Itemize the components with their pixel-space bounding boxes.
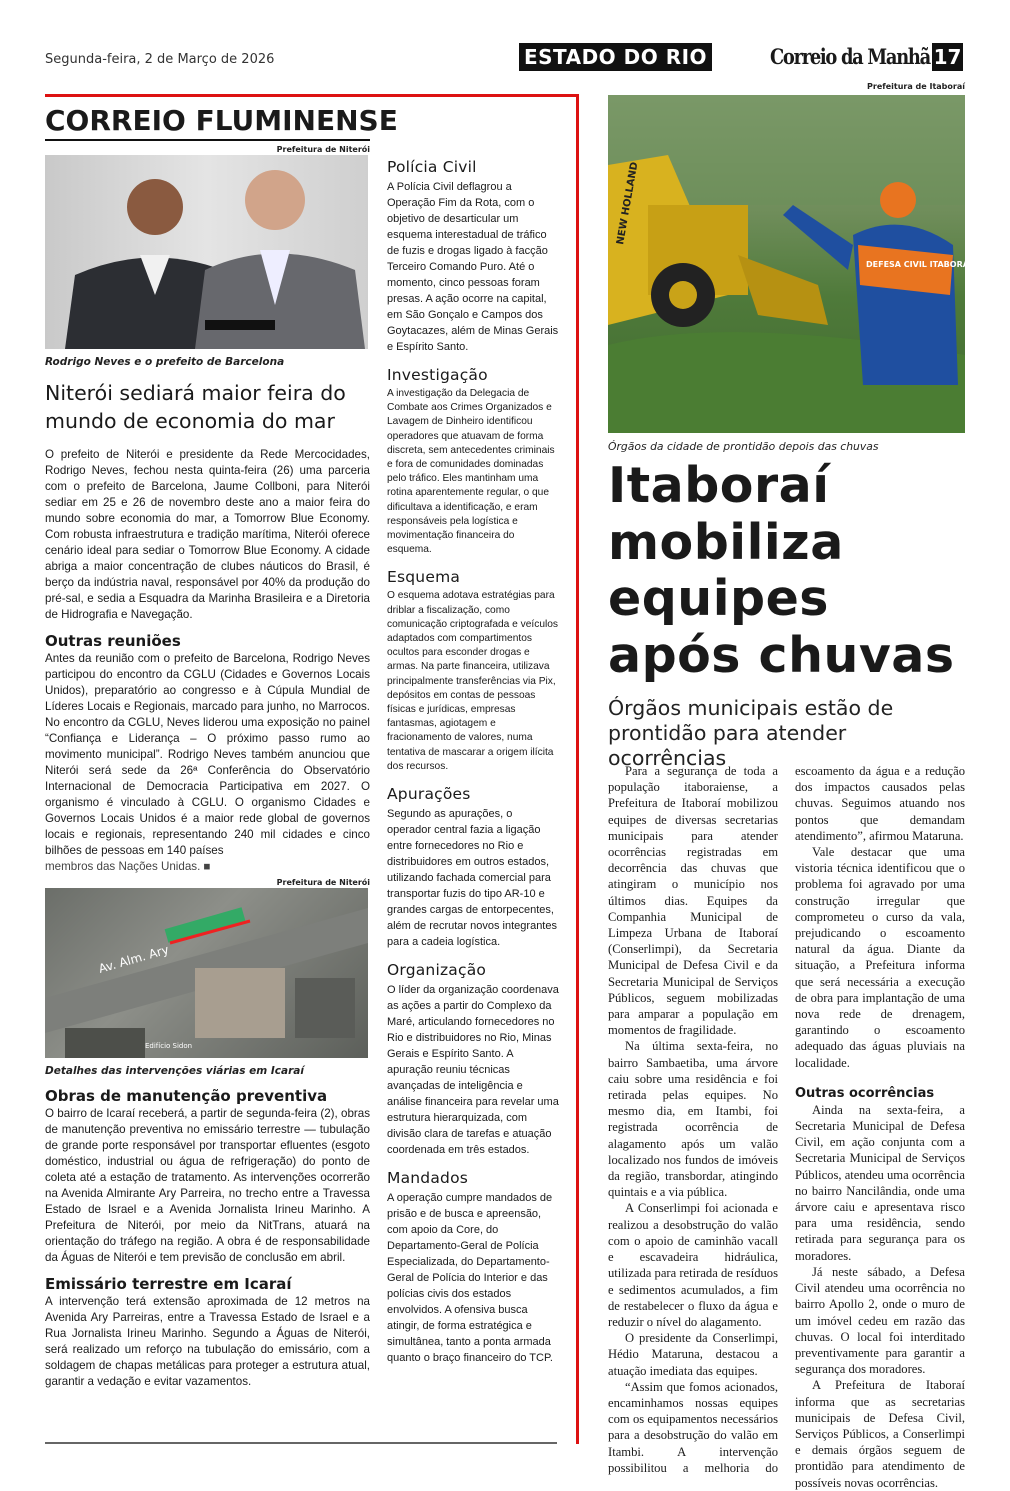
article-paragraph: A Polícia Civil deflagrou a Operação Fim da Rota, com o objetivo de desarticular um esquema interestadual de tráfico de fuzis e drogas ligado à facção Terceiro Comando Puro. Até o momento, cinco pessoas foram presas. A ação ocorre na capital, em São Gonçalo e Campos dos Goytacazes, além de Minas Gerais e Espírito Santo. [387,181,559,353]
subheading: Polícia Civil [387,158,477,176]
aerial-map-icarai [45,888,368,1058]
photo-defesa-civil [608,95,990,433]
article-paragraph: A investigação da Delegacia de Combate aos Crimes Organizados e Lavagem de Dinheiro identificou operadores que atuavam de forma discreta, sem antecedentes criminais e fora de comunidades dominadas pelo tráfico. Eles mantinham uma rotina aparentemente regular, o que dificultava a identificação, e eram responsáveis pela logística e movimentação financeira do esquema. [387,388,555,556]
overflow-text: membros das Nações Unidas. ■ [45,860,211,873]
photo-niteroi-barcelona [45,155,368,349]
map-street-label: Av. Alm. Ary [96,942,171,976]
article-paragraph: O esquema adotava estratégias para driblar a fiscalização, como comunicação criptografada e veículos adaptados com compartimentos ocultos para esconder drogas e armas. Na parte financeira, utilizava principalmente transferências via Pix, depósitos em contas de pessoas físicas e jurídicas, empresas fantasmas, agiotagem e fracionamento de valores, numa tentativa de mascarar a origem ilícita dos recursos. [387,590,559,772]
article-paragraph: A Conserlimpi foi acionada e realizou a desobstrução do valão com o apoio de caminhão vacall e escavadeira hidráulica, utilizada para retirada de resíduos e sedimentos acumulados, a fim de restabelecer o fluxo da água e reduzir o nível do alagamento. [608,1201,778,1329]
article-paragraph: A intervenção terá extensão aproximada de 12 metros na Avenida Ary Parreiras, entre a Travessa Estado de Israel e a Rua Jornalista Irineu Marinho. Segundo a Águas de Niterói, será realizado um reforço na tubulação do emissário, com a soldagem de chapas metálicas para proteger a estrutura atual, garantir a vedação e evitar vazamentos. [45,1295,370,1388]
photo-credit: Prefeitura de Itaboraí [867,82,965,91]
machine-label: NEW HOLLAND [615,161,641,246]
page-number: 17 [933,45,962,69]
subheading: Investigação [387,366,488,384]
article-paragraph: O líder da organização coordenava as ações a partir do Complexo da Maré, articulando fornecedores no Rio e distribuidores no Rio, Minas Gerais e Espírito Santo. A apuração reuniu técnicas avançadas de inteligência e análise financeira para revelar uma estrutura hierarquizada, com divisão clara de tarefas e atuação coordenada em três estados. [387,984,559,1157]
subheading: Apurações [387,785,471,804]
red-divider-vertical [576,94,579,1444]
article-paragraph: O bairro de Icaraí receberá, a partir de segunda-feira (2), obras de manutenção preventiva no emissário terrestre — tubulação de grande porte responsável por transportar efluentes (esgoto doméstico, industrial ou água de refrigeração) do ponto de coleta até a estação de tratamento. As intervenções ocorrerão na Avenida Almirante Ary Parreira, no trecho entre a Travessa Estado de Israel e a Avenida Jornalista Irineu Marinho. A Prefeitura de Niterói, por meio da NitTrans, atuará na orientação do tráfego na região. A obra é de responsabilidade da Águas de Niterói e tem previsão de conclusão em abril. [45,1107,370,1264]
issue-date: Segunda-feira, 2 de Março de 2026 [45,52,275,67]
subheading: Mandados [387,1169,469,1188]
main-subhead: Órgãos municipais estão de prontidão para atender ocorrências [608,696,894,770]
column-kicker: CORREIO FLUMINENSE [45,104,370,141]
subheading: Outras ocorrências [795,1085,935,1101]
subheading: Outras reuniões [45,632,181,650]
map-building-label: Edifício Sidon [145,1042,193,1050]
vest-label: DEFESA CIVIL ITABORAÍ - RJ [866,260,990,269]
article-paragraph: Antes da reunião com o prefeito de Barcelona, Rodrigo Neves participou do encontro da CGLU (Cidades e Governos Locais Unidos), preparatório ao congresso e à Cúpula Mundial de Líderes Locais e Regionais, marcado para junho, no Marrocos. No encontro da CGLU, Neves liderou uma exposição no painel “Confiança e Liderança – O próximo passo rumo ao movimento municipal”. Rodrigo Neves também anunciou que Niterói será sede da 26ª Conferência do Observatório Internacional de Democracia Participativa em 2027. O organismo é vinculado à CGLU. O organismo Cidades e Governos Locais Unidos é a maior rede global de governos locais e regionais, representando 240 mil cidades e cinco bilhões de pessoas em 140 países [45,652,370,857]
police-article [387,157,559,1366]
article-paragraph: A operação cumpre mandados de prisão e de busca e apreensão, com apoio da Core, do Departamento-Geral de Polícia Especializada, do Departamento-Geral de Polícia do Interior e das polícias civis dos estados envolvidos. A ofensiva busca atingir, de forma estratégica e simultânea, tanto a ponta armada quanto o braço financeiro do TCP. [387,1192,553,1365]
subheading: Obras de manutenção preventiva [45,1087,328,1105]
article-paragraph: Segundo as apurações, o operador central fazia a ligação entre fornecedores no Rio e distribuidores em outros estados, utilizando fachada comercial para transportar fuzis do tipo AR-10 e grandes cargas de entorpecentes, além de recrutar novos integrantes para a cadeia logística. [387,808,557,949]
left-column [45,104,398,1390]
subheading: Emissário terrestre em Icaraí [45,1275,292,1293]
photo-credit: Prefeitura de Niterói [276,878,370,887]
article-paragraph: A Prefeitura de Itaboraí informa que as secretarias municipais de Defesa Civil, Serviços Públicos, a Conserlimpi e demais órgãos seguem de prontidão para atendimento de possíveis novas ocorrências. [795,1378,965,1490]
article-headline: Niterói sediará maior feira do mundo de economia do mar [45,381,346,433]
photo-caption: Rodrigo Neves e o prefeito de Barcelona [45,356,285,368]
article-body [608,763,965,1491]
section-label: ESTADO DO RIO [519,43,712,71]
photo-credit: Prefeitura de Niterói [276,145,370,154]
article-paragraph: Já neste sábado, a Defesa Civil atendeu uma ocorrência no bairro Apollo 2, onde o muro de um imóvel cedeu em razão das chuvas. O local foi interditado preventivamente para garantir a segurança dos moradores. [795,1264,965,1377]
photo-caption: Órgãos da cidade de prontidão depois das chuvas [608,440,879,453]
photo-caption: Detalhes das intervenções viárias em Icaraí [45,1065,304,1077]
article-paragraph: Para a segurança de toda a população itaboraiense, a Prefeitura de Itaboraí mobilizou equipes de diversas secretarias municipais para atender ocorrências registradas em decorrência das chuvas que atingiram o município nos últimos dias. Equipes da Companhia Municipal de Limpeza Urbana de Itaboraí (Conserlimpi), da Secretaria Municipal de Defesa Civil e da Secretaria Municipal de Serviços Públicos, seguem mobilizadas para amparar a população em momentos de fragilidade. [608,764,778,1038]
subheading: Esquema [387,568,461,587]
article-paragraph: Vale destacar que uma vistoria técnica identificou que o problema foi agravado por uma construção irregular que comprometeu o curso da vala, prejudicando o escoamento natural da água. Diante da situação, a Prefeitura informa que será necessária a execução de obra para implantação de uma nova rede de drenagem, garantindo o escoamento adequado das águas pluviais na localidade. [795,845,965,1070]
article-paragraph: Ainda na sexta-feira, a Secretaria Municipal de Defesa Civil, em ação conjunta com a Secretaria Municipal de Serviços Públicos, atendeu uma ocorrência no bairro Nancilândia, onde uma árvore caiu e apresentava risco para uma residência, sendo retirada para segurança para os moradores. [795,1102,965,1263]
article-paragraph: “Assim que fomos acionados, encaminhamos nossas equipes com os equipamentos necessários para a desobstrução do valão em Itambi. A intervenção possibilitou a melhoria do escoamento da água e a redução dos impactos causados pelas chuvas. Seguimos atuando nos pontos que demandam atendimento”, afirmou Mataruna. [608,764,965,1475]
red-divider-top [45,94,579,97]
subheading: Organização [387,961,487,980]
article-paragraph: Na última sexta-feira, no bairro Sambaetiba, uma árvore caiu sobre uma residência e foi retirada pelas equipes. No mesmo dia, em Itambi, foi registrada ocorrência de alagamento após um valão localizado nos fundos de imóveis da região, transbordar, atingindo quintais e a via pública. [608,1039,778,1200]
article-paragraph: O presidente da Conserlimpi, Hédio Mataruna, destacou a atuação imediata das equipes. [608,1331,778,1378]
newspaper-logo: Correio da Manhã [770,44,930,69]
bottom-rule [45,1442,557,1444]
article-paragraph: O prefeito de Niterói e presidente da Rede Mercocidades, Rodrigo Neves, fechou nesta quinta-feira (26) uma parceria com o prefeito de Barcelona, Jaume Collboni, para Niterói sediar em 25 e 26 de novembro deste ano a maior feira do mundo sobre economia do mar, a Tomorrow Blue Economy. Com robusta infraestrutura e tradição marítima, Niterói oferece cenário ideal para sediar o Tomorrow Blue Economy. A cidade abriga a maior concentração de clubes náuticos do Brasil, é berço da indústria naval, responsável por 40% da produção do pré-sal, e sedia a Esquadra da Marinha Brasileira e a Diretoria de Hidrografia e Navegação. [45,448,370,621]
main-headline: Itaboraí mobiliza equipes após chuvas [608,457,955,684]
